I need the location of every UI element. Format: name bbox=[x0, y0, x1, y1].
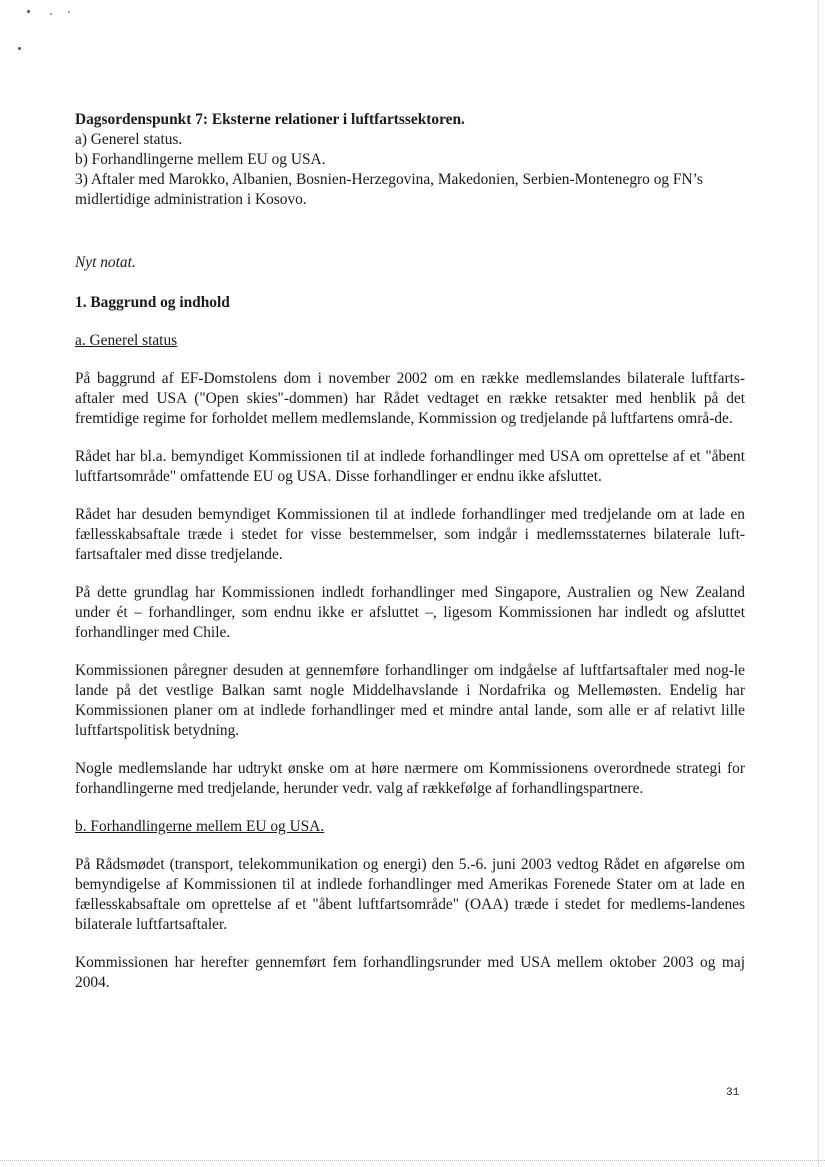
paragraph: På dette grundlag har Kommissionen indledt forhandlinger med Singapore, Australien og New Zealand under ét – forhandlinger, som endnu ikke er afsluttet –, ligesom Kommissionen har indledt og afsluttet forhandlinger med Chile. bbox=[75, 584, 745, 641]
scan-speck bbox=[50, 13, 52, 15]
subsection-b-heading: b. Forhandlingerne mellem EU og USA. bbox=[75, 818, 325, 835]
page-number: 31 bbox=[726, 1087, 740, 1099]
paragraph: På Rådsmødet (transport, telekommunikation og energi) den 5.-6. juni 2003 vedtog Rådet en afgørelse om bemyndigelse af Kommissionen til at indlede forhandlinger med Amerikas Forenede Stater om at lade en fællesskabsaftale om oprettelse af et "åbent luftfartsområde" (OAA) træde i stedet for medlems-landenes bilaterale luftfartsaftaler. bbox=[75, 856, 745, 933]
paragraph: På baggrund af EF-Domstolens dom i november 2002 om en række medlemslandes bilaterale luftfarts-aftaler med USA ("Open skies"-dommen) har Rådet vedtaget en række retsakter med henblik på det fremtidige regime for forholdet mellem medlemslande, Kommission og tredjelande på luftfartens områ-de. bbox=[75, 370, 745, 427]
paragraph: Nogle medlemslande har udtrykt ønske om at høre nærmere om Kommissionens overordnede strategi for forhandlingerne med tredjelande, herunder vedr. valg af rækkefølge af forhandlingspartnere. bbox=[75, 760, 745, 797]
scan-speck bbox=[18, 47, 21, 50]
agenda-item-a: a) Generel status. bbox=[75, 131, 183, 148]
section-heading: 1. Baggrund og indhold bbox=[75, 294, 230, 311]
agenda-item-3: 3) Aftaler med Marokko, Albanien, Bosnien-Herzegovina, Makedonien, Serbien-Montenegro og FN’s midlertidige administration i Kosovo. bbox=[75, 171, 703, 208]
scan-edge-right bbox=[818, 0, 820, 1167]
scan-speck bbox=[27, 10, 30, 13]
paragraph: Rådet har desuden bemyndiget Kommissionen til at indlede forhandlinger med tredjelande om at lade en fællesskabsaftale træde i stedet for visse bestemmelser, som indgår i medlemsstaternes bilaterale luft-fartsaftaler med disse tredjelande. bbox=[75, 506, 745, 563]
paragraph: Kommissionen har herefter gennemført fem forhandlingsrunder med USA mellem oktober 2003 og maj 2004. bbox=[75, 954, 745, 991]
agenda-item-b: b) Forhandlingerne mellem EU og USA. bbox=[75, 151, 326, 168]
note-label: Nyt notat. bbox=[75, 254, 136, 271]
scan-edge-bottom bbox=[0, 1160, 825, 1162]
paragraph: Kommissionen påregner desuden at gennemføre forhandlinger om indgåelse af luftfartsaftaler med nog-le lande på det vestlige Balkan samt nogle Middelhavslande i Nordafrika og Mellemøsten. Endelig har Kommissionen planer om at indlede forhandlinger med et mindre antal lande, som alle er af relativt lille luftfartspolitisk betydning. bbox=[75, 662, 745, 739]
document-page bbox=[75, 110, 745, 993]
paragraph: Rådet har bl.a. bemyndiget Kommissionen til at indlede forhandlinger med USA om oprettelse af et "åbent luftfartsområde" omfattende EU og USA. Disse forhandlinger er endnu ikke afsluttet. bbox=[75, 448, 745, 485]
subsection-a-heading: a. Generel status bbox=[75, 332, 178, 349]
agenda-block bbox=[75, 110, 745, 210]
agenda-title: Dagsordenspunkt 7: Eksterne relationer i luftfartssektoren. bbox=[75, 111, 465, 128]
scan-speck bbox=[68, 11, 70, 13]
